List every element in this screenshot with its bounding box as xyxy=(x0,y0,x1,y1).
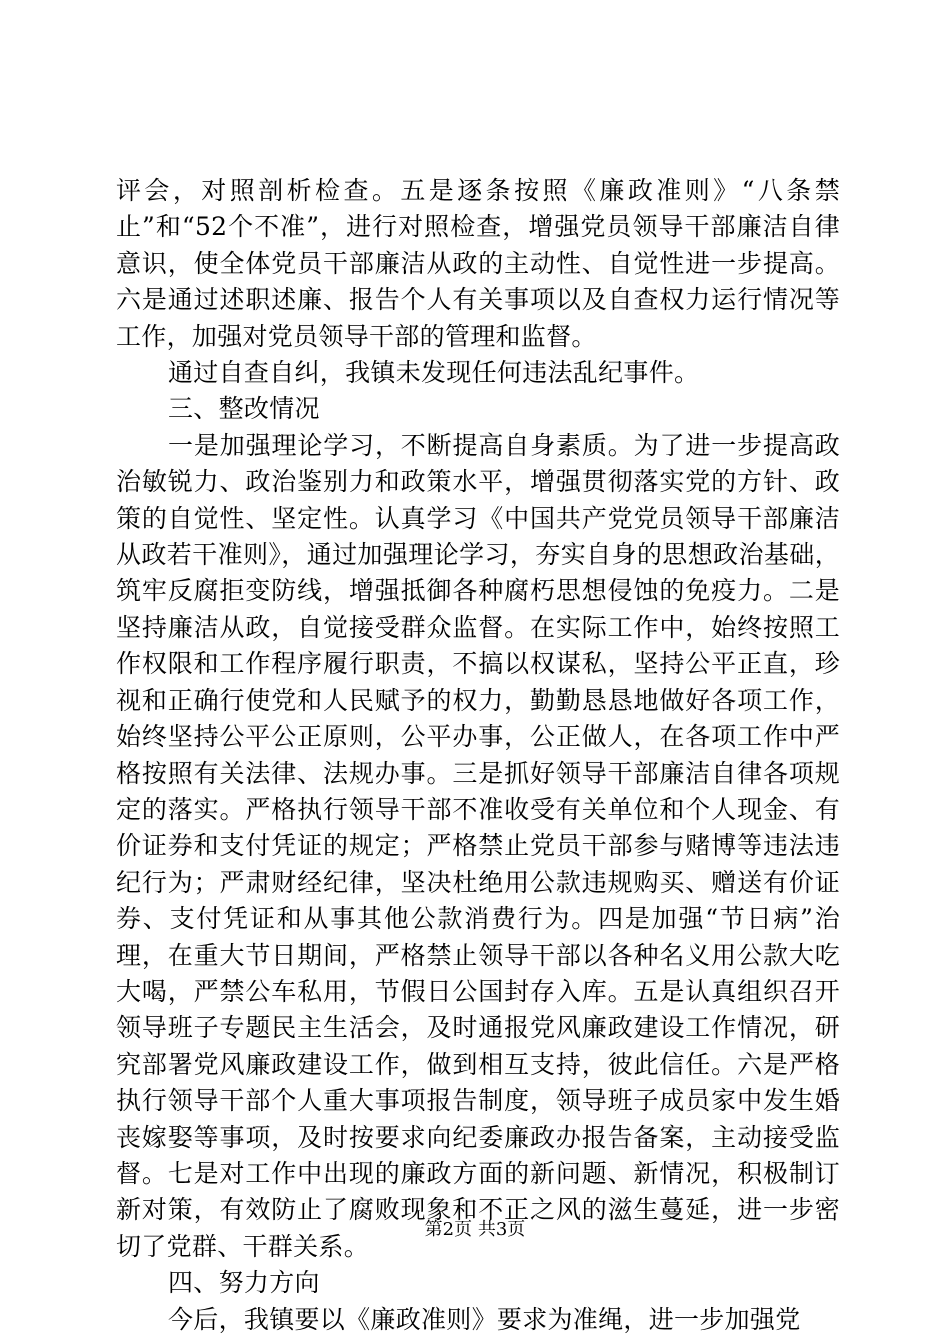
paragraph-text: 今后，我镇要以《廉政准则》要求为准绳，进一步加强党 xyxy=(168,1304,801,1334)
document-body xyxy=(116,173,840,1338)
page-number-footer: 第2页 共3页 xyxy=(424,1219,526,1240)
paragraph-text: 评会，对照剖析检查。五是逐条按照《廉政准则》“八条禁止”和“52个不准”，进行对照检查，增强党员领导干部廉洁自律意识，使全体党员干部廉洁从政的主动性、自觉性进一步提高。六是通过述职述廉、报告个人有关事项以及自查权力运行情况等工作，加强对党员领导干部的管理和监督。 xyxy=(116,176,840,351)
section-heading-direction: 四、努力方向 xyxy=(168,1268,320,1298)
paragraph-text: 一是加强理论学习，不断提高自身素质。为了进一步提高政治敏锐力、政治鉴别力和政策水平，增强贯彻落实党的方针、政策的自觉性、坚定性。认真学习《中国共产党党员领导干部廉洁从政若干准则》，通过加强理论学习，夯实自身的思想政治基础，筑牢反腐拒变防线，增强抵御各种腐朽思想侵蚀的免疫力。二是坚持廉洁从政，自觉接受群众监督。在实际工作中，始终按照工作权限和工作程序履行职责，不搞以权谋私，坚持公平正直，珍视和正确行使党和人民赋予的权力，勤勤恳恳地做好各项工作，始终坚持公平公正原则，公平办事，公正做人，在各项工作中严格按照有关法律、法规办事。三是抓好领导干部廉洁自律各项规定的落实。严格执行领导干部不准收受有关单位和个人现金、有价证券和支付凭证的规定；严格禁止党员干部参与赌博等违法违纪行为；严肃财经纪律，坚决杜绝用公款违规购买、赠送有价证券、支付凭证和从事其他公款消费行为。四是加强“节日病”治理，在重大节日期间，严格禁止领导干部以各种名义用公款大吃大喝，严禁公车私用，节假日公国封存入库。五是认真组织召开领导班子专题民主生活会，及时通报党风廉政建设工作情况，研究部署党风廉政建设工作，做到相互支持，彼此信任。六是严格执行领导干部个人重大事项报告制度，领导班子成员家中发生婚丧嫁娶等事项，及时按要求向纪委廉政办报告备案，主动接受监督。七是对工作中出现的廉政方面的新问题、新情况，积极制订新对策，有效防止了腐败现象和不正之风的滋生蔓延，进一步密切了党群、干群关系。 xyxy=(116,430,840,1261)
section-heading-rectification: 三、整改情况 xyxy=(168,394,320,424)
paragraph-text: 通过自查自纠，我镇未发现任何违法乱纪事件。 xyxy=(168,358,700,388)
